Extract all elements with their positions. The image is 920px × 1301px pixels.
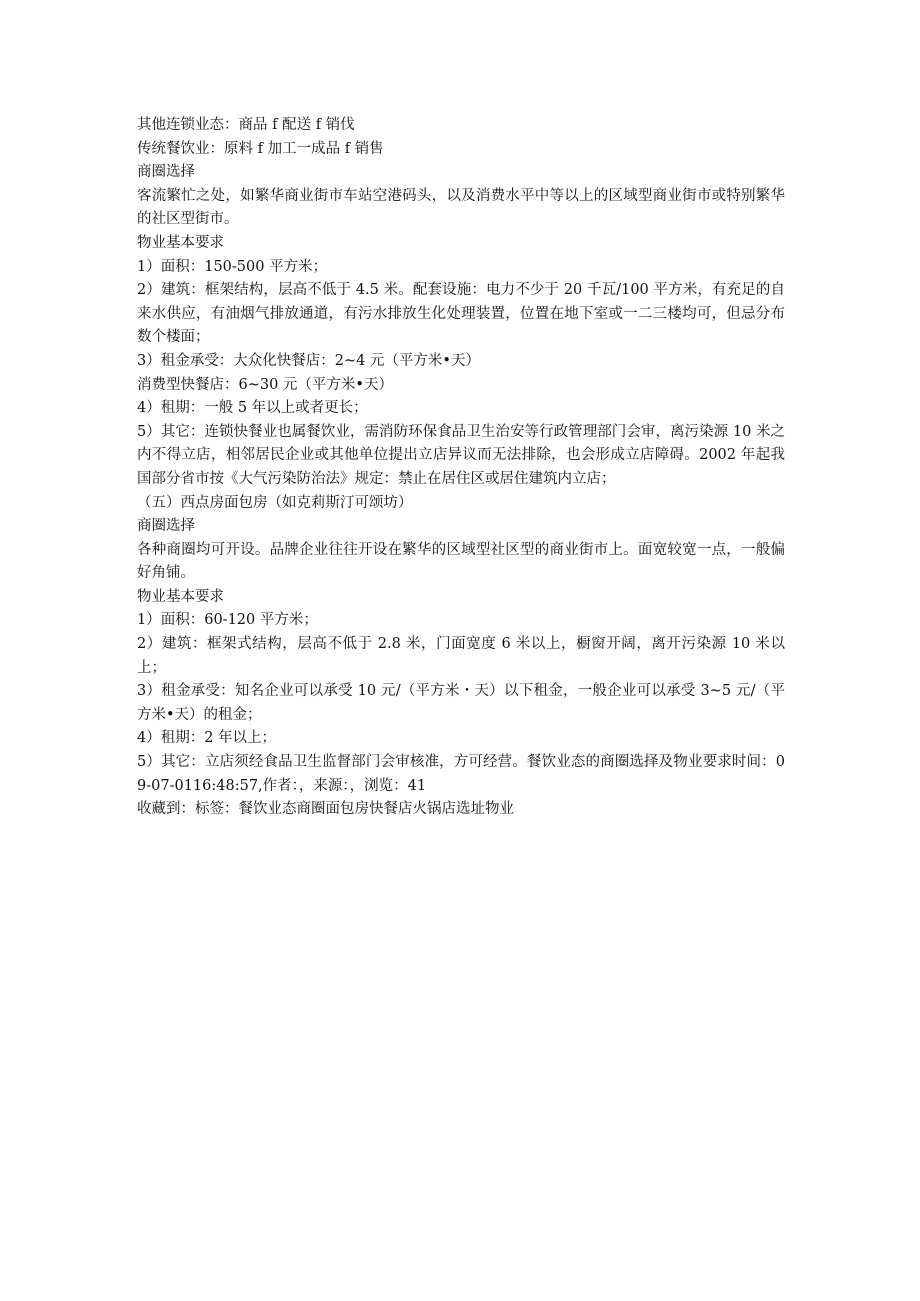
item-area: 1）面积：150-500 平方米； [137, 258, 328, 275]
document-body [137, 114, 785, 822]
paragraph-other-chain-formats: 其他连锁业态：商品 f 配送 f 销伐 [137, 117, 355, 133]
item-other: 5）其它：连锁快餐业也属餐饮业，需消防环保食品卫生治安等行政管理部门会审，离污染源 10 米之内不得立店，相邻居民企业或其他单位提出立店异议而无法排除，也会形成立店障碍。2002 年起我国部分省市按《大气污染防治法》规定：禁止在居住区或居住建筑内立店； [137, 423, 785, 487]
item-bakery-area: 1）面积：60-120 平方米； [137, 612, 318, 629]
heading-trade-area-selection-2: 商圈选择 [137, 518, 195, 535]
item-rent-consumer: 消费型快餐店：6~30 元（平方米•天） [137, 376, 393, 393]
item-bakery-rent: 3）租金承受：知名企业可以承受 10 元/（平方米・天）以下租金，一般企业可以承受 3~5 元/（平方米•天）的租金； [137, 683, 785, 723]
heading-bakery-section: （五）西点房面包房（如克莉斯汀可颂坊） [137, 494, 413, 511]
paragraph-traditional-catering: 传统餐饮业：原料 f 加工一成品 f 销售 [137, 140, 384, 157]
paragraph-bakery-trade-area: 各种商圈均可开设。品牌企业往往开设在繁华的区域型社区型的商业街市上。面宽较宽一点，一般偏好角铺。 [137, 541, 785, 582]
item-bakery-building: 2）建筑：框架式结构，层高不低于 2.8 米，门面宽度 6 米以上，橱窗开阔，离开污染源 10 米以上； [137, 636, 785, 676]
heading-property-requirements: 物业基本要求 [137, 234, 224, 251]
item-building: 2）建筑：框架结构，层高不低于 4.5 米。配套设施：电力不少于 20 千瓦/100 平方米，有充足的自来水供应，有油烟气排放通道，有污水排放生化处理装置，位置在地下室或一二三楼均可，但忌分布数个楼面； [137, 282, 785, 346]
item-rent-mass-market: 3）租金承受：大众化快餐店：2~4 元（平方米•天） [137, 352, 480, 369]
heading-property-requirements-2: 物业基本要求 [137, 588, 224, 605]
item-bakery-other: 5）其它：立店须经食品卫生监督部门会审核准，方可经营。餐饮业态的商圈选择及物业要求时间：09-07-0116:48:57,作者：，来源：，浏览：41 [137, 754, 785, 794]
item-bakery-lease-term: 4）租期：2 年以上； [137, 730, 277, 747]
paragraph-tags: 收藏到：标签：餐饮业态商圈面包房快餐店火锅店选址物业 [137, 801, 514, 818]
paragraph-trade-area-description: 客流繁忙之处，如繁华商业街市车站空港码头，以及消费水平中等以上的区域型商业街市或特别繁华的社区型街市。 [137, 187, 785, 228]
heading-trade-area-selection: 商圈选择 [137, 164, 195, 181]
item-lease-term: 4）租期：一般 5 年以上或者更长； [137, 400, 368, 417]
